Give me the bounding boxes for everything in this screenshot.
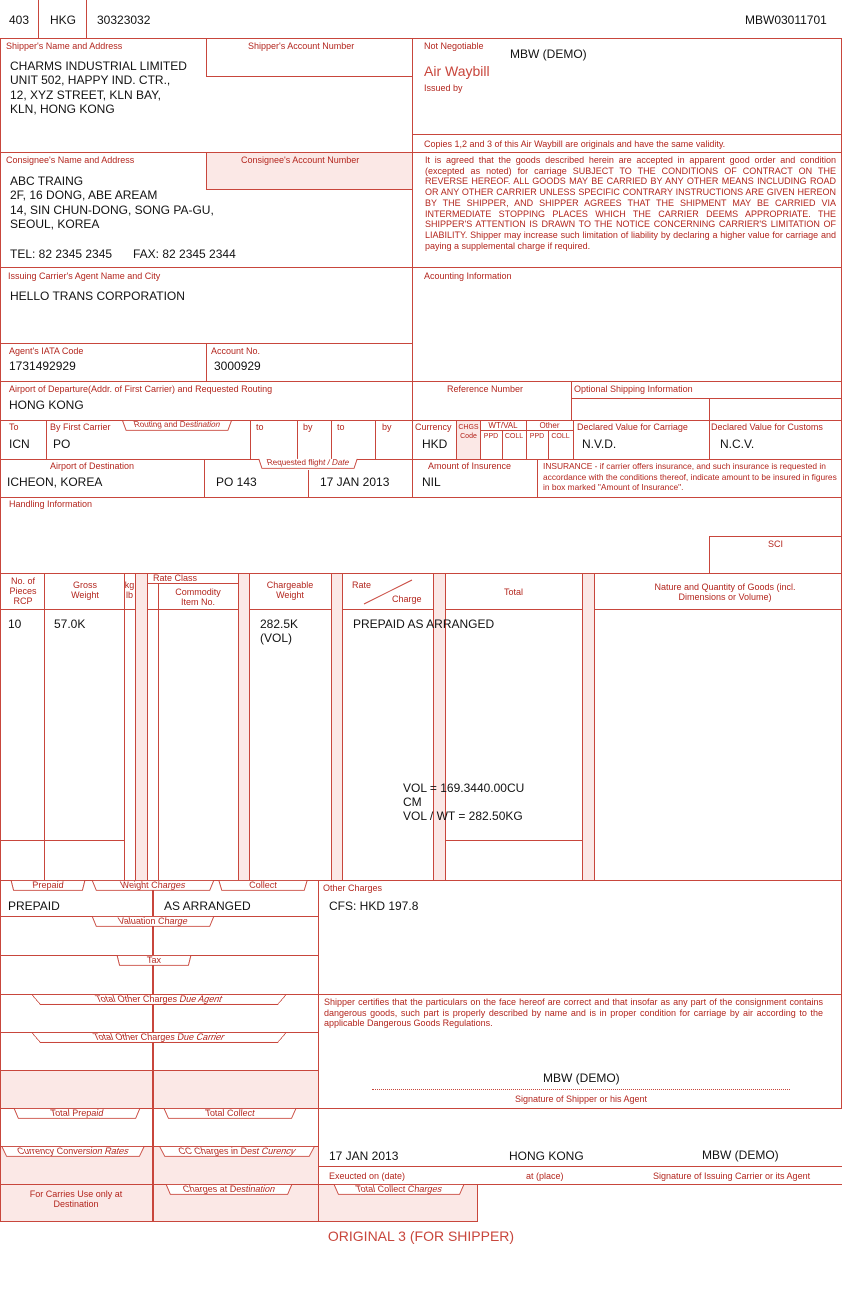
agent-iata-label: Agent's IATA Code [9,346,84,356]
valuation-charge-tab: Valuation Charge [92,917,214,927]
by-2-label: by [303,422,313,432]
destination-value: ICHEON, KOREA [7,475,103,489]
signature-carrier-label: Signature of Issuing Carrier or its Agent [653,1171,811,1181]
prepaid-value: PREPAID [8,899,60,913]
agent-iata-code: 1731492929 [9,359,76,373]
charge-header: Charge [392,594,422,604]
airline-prefix: 403 [9,13,30,27]
executed-place-value: HONG KONG [509,1149,584,1163]
awb-reference: MBW03011701 [745,13,827,27]
chgs-code-label: CHGS Code [458,424,479,440]
shipper-name-label: Shipper's Name and Address [6,41,123,51]
chargeable-basis-value: (VOL) [260,631,293,645]
total-prepaid-tab: Total Prepaid [14,1109,140,1119]
other-coll-label: COLL [551,433,570,440]
reference-number-label: Reference Number [447,384,524,394]
signature-shipper-value: MBW (DEMO) [543,1071,620,1085]
goods-separator-shade-2 [239,574,249,880]
departure-value: HONG KONG [9,398,84,412]
volume-line-3: VOL / WT = 282.50KG [403,809,523,823]
rate-class-header: Rate Class [153,573,198,583]
consignee-line-3: 14, SIN CHUN-DONG, SONG PA-GU, [10,203,214,217]
collect-value: AS ARRANGED [164,899,251,913]
nature-goods-header: Nature and Quantity of Goods (incl. Dimensions or Volume) [654,582,796,602]
handling-label: Handling Information [9,499,93,509]
wt-val-label: WT/VAL [488,421,518,430]
pieces-header: No. of Pieces RCP [9,576,37,606]
currency-value: HKD [422,437,448,451]
total-collect-shade [154,1071,318,1108]
flight-date-value: 17 JAN 2013 [320,475,390,489]
currency-conversion-tab: Currency Conversion Rates [2,1147,145,1157]
shipper-line-3: 12, XYZ STREET, KLN BAY, [10,88,161,102]
consignee-account-label: Consignee's Account Number [241,155,360,165]
total-prepaid-shade [1,1071,152,1108]
consignee-name-label: Consignee's Name and Address [6,155,135,165]
requested-flight-tab: Requested flight / Date [258,459,357,469]
origin-code: HKG [50,13,77,27]
by-3-label: by [382,422,392,432]
volume-line-2: CM [403,795,422,809]
consignee-line-4: SEOUL, KOREA [10,217,100,231]
commodity-header: Commodity Item No. [175,587,221,607]
declared-customs-value: N.C.V. [720,437,755,451]
consignee-tel: TEL: 82 2345 2345 [10,247,113,261]
account-no-label: Account No. [211,346,261,356]
wt-ppd-label: PPD [483,433,499,440]
agent-name: HELLO TRANS CORPORATION [10,289,185,303]
other-charges-label: Other Charges [323,883,383,893]
by-first-carrier-value: PO [53,437,71,451]
air-waybill-title: Air Waybill [424,63,490,79]
total-header: Total [503,587,523,597]
consignee-line-2: 2F, 16 DONG, ABE AREAM [10,188,158,202]
pieces-value: 10 [8,617,22,631]
shipper-line-1: CHARMS INDUSTRIAL LIMITED [10,59,187,73]
accounting-label: Acounting Information [424,271,512,281]
currency-label: Currency [415,422,452,432]
routing-destination-tab: Routing and Destination [122,421,232,431]
collect-tab: Collect [218,881,307,891]
rate-header: Rate [352,580,372,590]
rate-charge-value: PREPAID AS ARRANGED [353,617,495,631]
shipper-line-2: UNIT 502, HAPPY IND. CTR., [10,73,171,87]
conditions-text: It is agreed that the goods described herein are accepted in apparent good order and condition (excepted as noted) for carriage SUBJECT TO THE CONDITIONS OF CONTRACT ON THE REVERSE HEREOF. ALL GOODS MAY BE CARRIED BY ANY OTHER MEANS INCLUDING ROAD OR ANY OTHER CARRIER UNLESS SPECIFIC CONTRARY INSTRUCTIONS ARE GIVEN HEREON BY THE SHIPPER, AND SHIPPER AGREES THAT THE SHIPMENT MAY BE CARRIED VIA INTERMEDIATE STOPPING PLACES WHICH THE CARRIER DEEMS APPROPRIATE. THE SHIPPER'S ATTENTION IS DRAWN TO THE NOTICE CONCERNING CARRIER'S LIMITATION OF LIABILITY. Shipper may increase such limitation of liability by declaring a higher value for carriage and paying a supplemental charge if required. [425,155,836,251]
shipper-line-4: KLN, HONG KONG [10,102,115,116]
insurance-text: INSURANCE - if carrier offers insurance, and such insurance is requested in accordance with the conditions thereof, indicate amount to be insured in figures in box marked "Amount of Insurance". [543,461,837,493]
total-other-agent-tab: Total Other Charges Due Agent [32,995,287,1005]
to-label: To [9,422,19,432]
consignee-fax: FAX: 82 2345 2344 [133,247,236,261]
insurance-value: NIL [422,475,441,489]
other-charges-value: CFS: HKD 197.8 [329,899,419,913]
gross-weight-header: Gross Weight [71,580,99,600]
signature-shipper-label: Signature of Shipper or his Agent [514,1094,648,1104]
to-value: ICN [9,437,30,451]
original-copy-label: ORIGINAL 3 (FOR SHIPPER) [327,1228,515,1244]
executed-date-value: 17 JAN 2013 [329,1149,399,1163]
consignee-line-1: ABC TRAING [10,174,84,188]
total-collect-charges-tab: Total Collect Charges [334,1185,465,1195]
total-collect-tab: Total Collect [164,1109,297,1119]
sci-label: SCI [767,539,783,549]
airport-departure-label: Airport of Departure(Addr. of First Carrier) and Requested Routing [9,384,273,394]
other-label: Other [539,421,560,430]
at-place-label: at (place) [526,1171,564,1181]
amount-insurance-label: Amount of Insurence [428,461,512,471]
to-2-label: to [256,422,264,432]
issued-by-label: Issued by [424,83,463,93]
declared-customs-label: Declared Value for Customs [711,422,823,432]
cc-charges-tab: CC Charges in Dest Curency [159,1147,314,1157]
awb-serial: 30323032 [97,13,151,27]
issuer-name: MBW (DEMO) [510,47,587,61]
copies-note: Copies 1,2 and 3 of this Air Waybill are originals and have the same validity. [424,139,726,149]
total-other-carrier-tab: Total Other Charges Due Carrier [32,1033,287,1043]
wt-coll-label: COLL [504,433,524,440]
issuing-agent-label: Issuing Carrier's Agent Name and City [8,271,161,281]
by-first-carrier-label: By First Carrier [50,422,111,432]
tax-tab: Tax [117,956,192,966]
flight-value: PO 143 [216,475,257,489]
account-no-value: 3000929 [214,359,261,373]
goods-separator-shade-1 [136,574,147,880]
optional-shipping-label: Optional Shipping Information [574,384,693,394]
volume-line-1: VOL = 169.3440.00CU [403,781,525,795]
charges-destination-tab: Charges at Destination [166,1185,292,1195]
to-3-label: to [337,422,345,432]
weight-charges-tab: Weight Charges [92,881,214,891]
executed-carrier-value: MBW (DEMO) [702,1148,779,1162]
other-ppd-label: PPD [529,433,545,440]
executed-on-label: Exeucted on (date) [329,1171,406,1181]
airport-destination-label: Airport of Destination [50,461,135,471]
prepaid-tab: Prepaid [11,881,86,891]
declared-carriage-value: N.V.D. [582,437,617,451]
gross-weight-value: 57.0K [54,617,86,631]
declared-carriage-label: Declared Value for Carriage [577,422,688,432]
kg-lb-header: kg lb [124,580,135,600]
shipper-certifies-text: Shipper certifies that the particulars on the face hereof are correct and that insofar as any part of the consignment contains dangerous goods, such part is properly described by name and is in proper condition for carriage by air according to the applicable Dangerous Goods Regulations. [324,997,823,1029]
chargeable-weight-value: 282.5K [260,617,299,631]
chargeable-weight-header: Chargeable Weight [266,580,314,600]
goods-separator-shade-3 [332,574,342,880]
shipper-account-label: Shipper's Account Number [248,41,355,51]
not-negotiable-label: Not Negotiable [424,41,484,51]
carrier-use-label: For Carries Use only at Destination [29,1189,123,1209]
goods-separator-shade-5 [583,574,594,880]
